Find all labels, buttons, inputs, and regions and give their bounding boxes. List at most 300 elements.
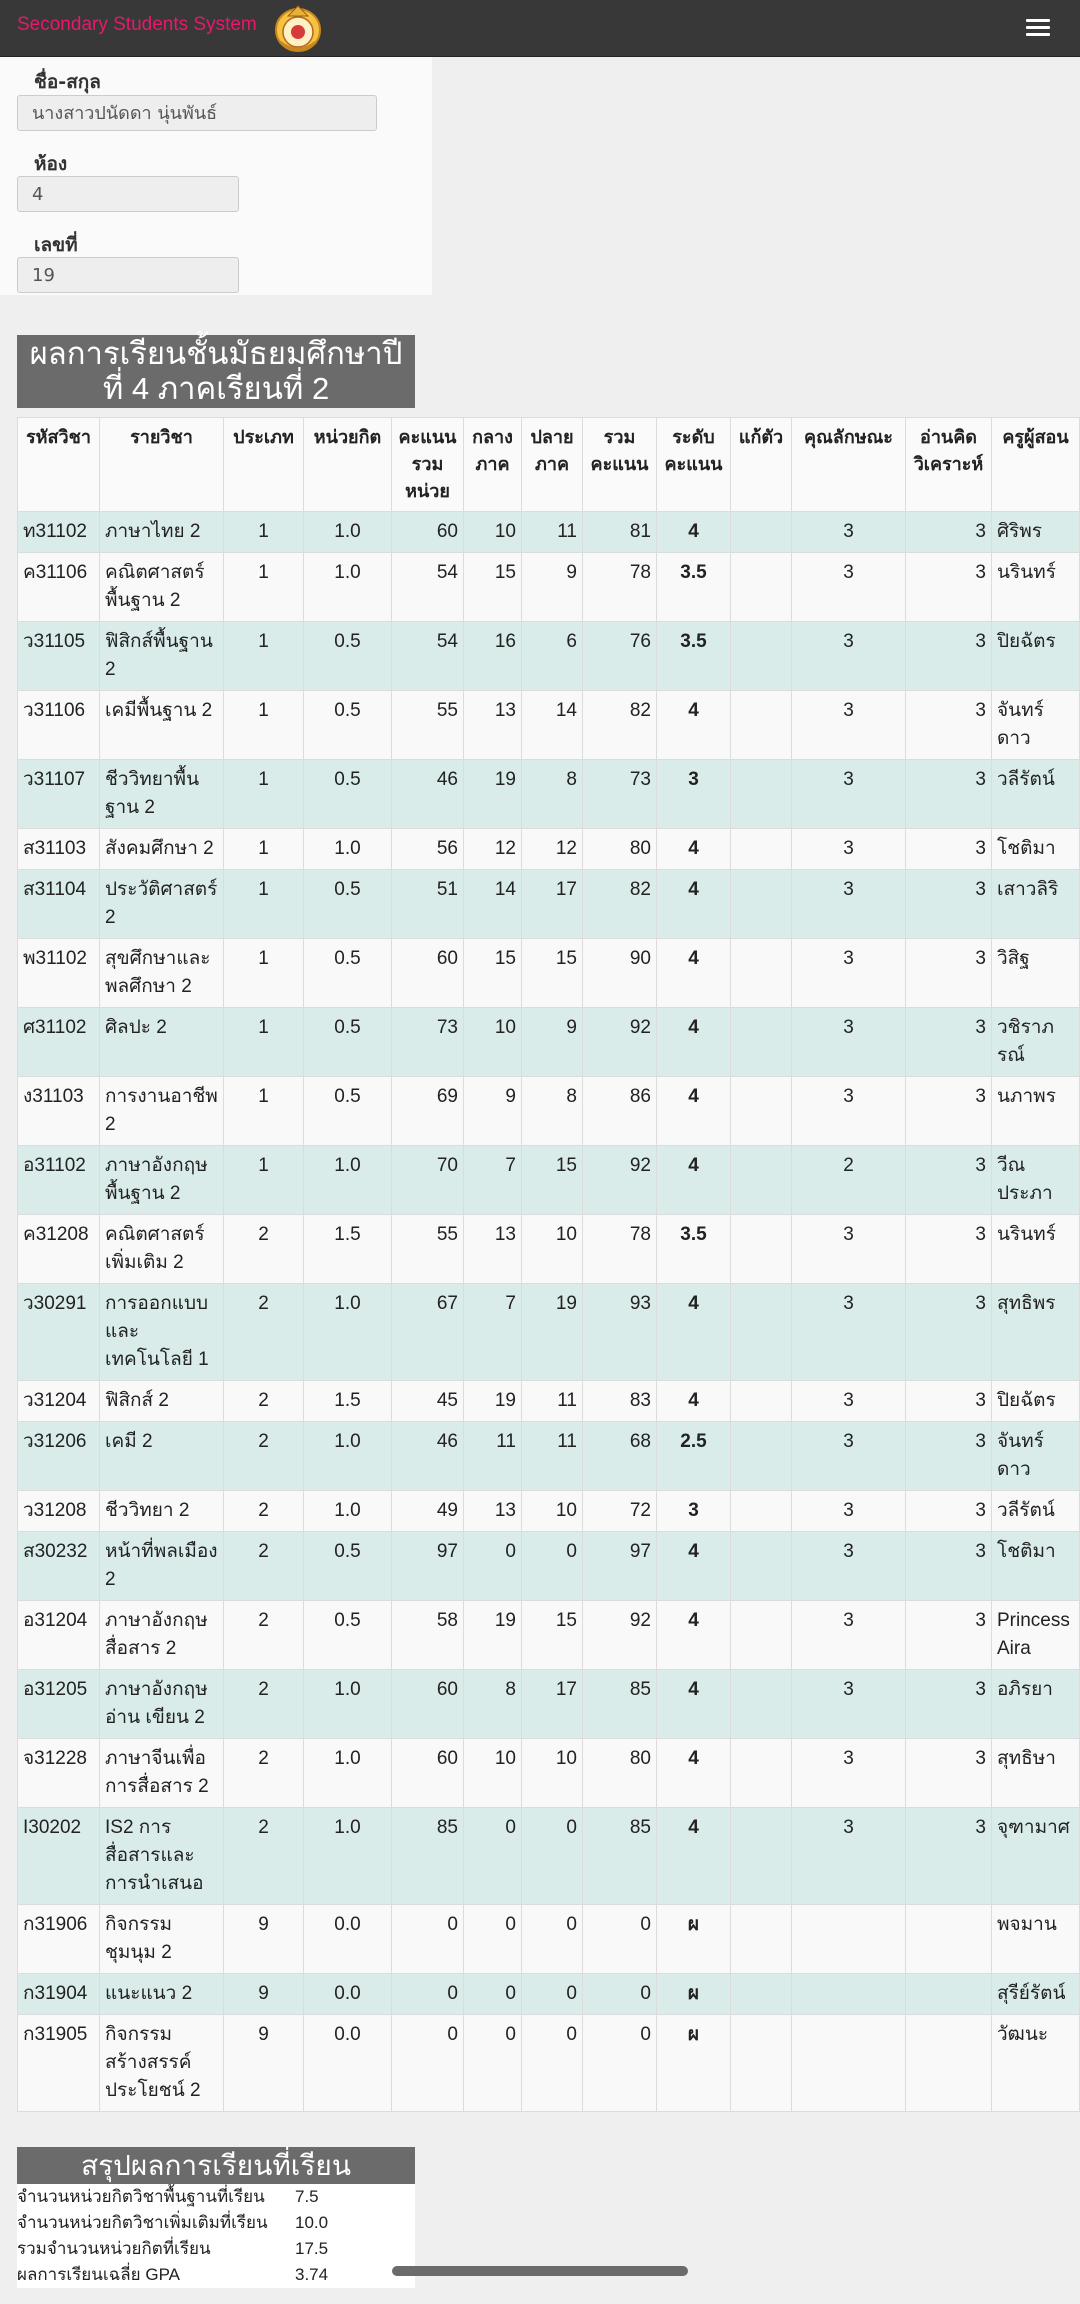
reading-cell: 3 (906, 1739, 992, 1808)
trait-cell: 3 (792, 829, 906, 870)
grade-cell: 4 (657, 1381, 731, 1422)
summary-value: 10.0 (295, 2213, 329, 2232)
summary-value: 3.74 (295, 2265, 329, 2284)
reading-cell: 3 (906, 1601, 992, 1670)
number-label: เลขที่ (34, 234, 78, 256)
type-cell: 2 (224, 1284, 304, 1381)
credit-cell: 1.0 (304, 829, 392, 870)
subject-name-cell: ชีววิทยา 2 (100, 1491, 224, 1532)
total-score-cell: 76 (583, 622, 657, 691)
retake-cell (731, 1905, 792, 1974)
final-cell: 19 (522, 1284, 583, 1381)
subject-code-cell: ก31906 (18, 1905, 100, 1974)
final-cell: 12 (522, 829, 583, 870)
summary-row (17, 2236, 415, 2262)
type-cell: 1 (224, 760, 304, 829)
total-score-cell: 81 (583, 512, 657, 553)
total-score-cell: 97 (583, 1532, 657, 1601)
table-row (18, 1808, 1080, 1905)
midterm-cell: 10 (464, 1739, 522, 1808)
summary-label: จำนวนหน่วยกิตวิชาพื้นฐานที่เรียน (17, 2187, 265, 2206)
reading-cell (906, 1905, 992, 1974)
retake-cell (731, 2015, 792, 2112)
grade-cell: ผ (657, 2015, 731, 2112)
column-header: คะแนนรวมหน่วย (392, 418, 464, 512)
subject-name-cell: ภาษาอังกฤษอ่าน เขียน 2 (100, 1670, 224, 1739)
midterm-cell: 7 (464, 1146, 522, 1215)
reading-cell: 3 (906, 553, 992, 622)
grade-cell: 3.5 (657, 622, 731, 691)
final-cell: 0 (522, 1974, 583, 2015)
final-cell: 8 (522, 1077, 583, 1146)
credit-cell: 0.5 (304, 1532, 392, 1601)
type-cell: 1 (224, 870, 304, 939)
teacher-cell: เสาวลิริ (992, 870, 1080, 939)
results-heading-line2: ที่ 4 ภาคเรียนที่ 2 (102, 371, 330, 406)
subject-name-cell: ฟิสิกส์ 2 (100, 1381, 224, 1422)
retake-cell (731, 1284, 792, 1381)
type-cell: 9 (224, 2015, 304, 2112)
summary-row (17, 2262, 415, 2288)
table-row (18, 870, 1080, 939)
unit-score-cell: 54 (392, 622, 464, 691)
type-cell: 1 (224, 829, 304, 870)
subject-name-cell: สุขศึกษาและพลศึกษา 2 (100, 939, 224, 1008)
teacher-cell: โชติมา (992, 829, 1080, 870)
teacher-cell: นภาพร (992, 1077, 1080, 1146)
total-score-cell: 93 (583, 1284, 657, 1381)
total-score-cell: 73 (583, 760, 657, 829)
teacher-cell: จุฑามาศ (992, 1808, 1080, 1905)
trait-cell: 3 (792, 1808, 906, 1905)
subject-code-cell: ว31105 (18, 622, 100, 691)
final-cell: 15 (522, 939, 583, 1008)
final-cell: 10 (522, 1739, 583, 1808)
room-label: ห้อง (34, 153, 68, 175)
trait-cell: 3 (792, 512, 906, 553)
credit-cell: 1.0 (304, 553, 392, 622)
final-cell: 15 (522, 1601, 583, 1670)
subject-code-cell: ว31206 (18, 1422, 100, 1491)
subject-code-cell: อ31205 (18, 1670, 100, 1739)
grade-cell: 3.5 (657, 1215, 731, 1284)
subject-name-cell: ชีววิทยาพื้นฐาน 2 (100, 760, 224, 829)
retake-cell (731, 512, 792, 553)
reading-cell: 3 (906, 622, 992, 691)
midterm-cell: 10 (464, 512, 522, 553)
subject-name-cell: ประวัติศาสตร์ 2 (100, 870, 224, 939)
subject-name-cell: ภาษาจีนเพื่อการสื่อสาร 2 (100, 1739, 224, 1808)
table-row (18, 2015, 1080, 2112)
unit-score-cell: 73 (392, 1008, 464, 1077)
subject-name-cell: การงานอาชีพ 2 (100, 1077, 224, 1146)
final-cell: 11 (522, 1422, 583, 1491)
teacher-cell: สุรีย์รัตน์ (992, 1974, 1080, 2015)
unit-score-cell: 0 (392, 2015, 464, 2112)
type-cell: 1 (224, 691, 304, 760)
table-row (18, 1532, 1080, 1601)
reading-cell: 3 (906, 1532, 992, 1601)
teacher-cell: วลีรัตน์ (992, 1491, 1080, 1532)
subject-name-cell: แนะแนว 2 (100, 1974, 224, 2015)
trait-cell: 3 (792, 1532, 906, 1601)
unit-score-cell: 0 (392, 1974, 464, 2015)
unit-score-cell: 85 (392, 1808, 464, 1905)
subject-name-cell: คณิตศาสตร์เพิ่มเติม 2 (100, 1215, 224, 1284)
table-row (18, 1491, 1080, 1532)
retake-cell (731, 1670, 792, 1739)
credit-cell: 1.0 (304, 1739, 392, 1808)
reading-cell: 3 (906, 1491, 992, 1532)
table-row (18, 1215, 1080, 1284)
type-cell: 1 (224, 512, 304, 553)
reading-cell: 3 (906, 1284, 992, 1381)
total-score-cell: 72 (583, 1491, 657, 1532)
grade-cell: 3 (657, 1491, 731, 1532)
retake-cell (731, 1146, 792, 1215)
subject-code-cell: พ31102 (18, 939, 100, 1008)
subject-name-cell: เคมีพื้นฐาน 2 (100, 691, 224, 760)
table-row (18, 939, 1080, 1008)
type-cell: 2 (224, 1422, 304, 1491)
summary-value: 7.5 (295, 2187, 319, 2206)
column-header: ประเภท (224, 418, 304, 512)
brand-title[interactable]: Secondary Students System (17, 14, 257, 35)
subject-code-cell: ส31103 (18, 829, 100, 870)
final-cell: 8 (522, 760, 583, 829)
summary-label: ผลการเรียนเฉลี่ย GPA (17, 2265, 181, 2284)
name-label: ชื่อ-สกุล (34, 71, 101, 93)
midterm-cell: 10 (464, 1008, 522, 1077)
type-cell: 1 (224, 622, 304, 691)
reading-cell: 3 (906, 829, 992, 870)
student-number-field[interactable]: 19 (17, 257, 239, 293)
type-cell: 9 (224, 1905, 304, 1974)
type-cell: 1 (224, 1077, 304, 1146)
grade-cell: 4 (657, 939, 731, 1008)
credit-cell: 0.5 (304, 1601, 392, 1670)
teacher-cell: วีณประภา (992, 1146, 1080, 1215)
subject-name-cell: สังคมศึกษา 2 (100, 829, 224, 870)
unit-score-cell: 45 (392, 1381, 464, 1422)
table-row (18, 1670, 1080, 1739)
grade-cell: ผ (657, 1974, 731, 2015)
school-emblem-icon (270, 2, 326, 54)
retake-cell (731, 1532, 792, 1601)
teacher-cell: วัฒนะ (992, 2015, 1080, 2112)
credit-cell: 0.5 (304, 1008, 392, 1077)
column-header: ครูผู้สอน (992, 418, 1080, 512)
trait-cell: 3 (792, 1381, 906, 1422)
midterm-cell: 0 (464, 2015, 522, 2112)
total-score-cell: 80 (583, 829, 657, 870)
subject-name-cell: กิจกรรมชุมนุม 2 (100, 1905, 224, 1974)
room-field[interactable]: 4 (17, 176, 239, 212)
teacher-cell: โชติมา (992, 1532, 1080, 1601)
trait-cell: 3 (792, 870, 906, 939)
reading-cell: 3 (906, 1381, 992, 1422)
midterm-cell: 13 (464, 691, 522, 760)
unit-score-cell: 60 (392, 939, 464, 1008)
final-cell: 0 (522, 1808, 583, 1905)
credit-cell: 0.5 (304, 622, 392, 691)
teacher-cell: จันทร์ดาว (992, 1422, 1080, 1491)
trait-cell: 3 (792, 1739, 906, 1808)
midterm-cell: 13 (464, 1215, 522, 1284)
total-score-cell: 92 (583, 1146, 657, 1215)
unit-score-cell: 60 (392, 1739, 464, 1808)
unit-score-cell: 58 (392, 1601, 464, 1670)
table-row (18, 760, 1080, 829)
table-row (18, 512, 1080, 553)
unit-score-cell: 60 (392, 512, 464, 553)
retake-cell (731, 622, 792, 691)
type-cell: 1 (224, 553, 304, 622)
reading-cell: 3 (906, 1808, 992, 1905)
column-header: หน่วยกิต (304, 418, 392, 512)
subject-code-cell: ว31208 (18, 1491, 100, 1532)
column-header: รวมคะแนน (583, 418, 657, 512)
midterm-cell: 15 (464, 939, 522, 1008)
subject-code-cell: ศ31102 (18, 1008, 100, 1077)
grade-cell: ผ (657, 1905, 731, 1974)
final-cell: 0 (522, 1905, 583, 1974)
credit-cell: 1.5 (304, 1215, 392, 1284)
unit-score-cell: 46 (392, 1422, 464, 1491)
total-score-cell: 78 (583, 553, 657, 622)
grade-cell: 4 (657, 1808, 731, 1905)
column-header: ปลายภาค (522, 418, 583, 512)
unit-score-cell: 97 (392, 1532, 464, 1601)
retake-cell (731, 870, 792, 939)
reading-cell: 3 (906, 1077, 992, 1146)
column-header: กลางภาค (464, 418, 522, 512)
midterm-cell: 9 (464, 1077, 522, 1146)
teacher-cell: วลีรัตน์ (992, 760, 1080, 829)
credit-cell: 0.0 (304, 1974, 392, 2015)
type-cell: 2 (224, 1670, 304, 1739)
trait-cell: 3 (792, 553, 906, 622)
reading-cell (906, 1974, 992, 2015)
total-score-cell: 80 (583, 1739, 657, 1808)
home-indicator[interactable] (392, 2266, 688, 2276)
column-header: ระดับคะแนน (657, 418, 731, 512)
total-score-cell: 78 (583, 1215, 657, 1284)
subject-code-cell: ส30232 (18, 1532, 100, 1601)
subject-code-cell: ก31905 (18, 2015, 100, 2112)
summary-label: จำนวนหน่วยกิตวิชาเพิ่มเติมที่เรียน (17, 2213, 268, 2232)
reading-cell: 3 (906, 1008, 992, 1077)
retake-cell (731, 691, 792, 760)
unit-score-cell: 56 (392, 829, 464, 870)
subject-name-cell: ภาษาอังกฤษพื้นฐาน 2 (100, 1146, 224, 1215)
teacher-cell: อภิรยา (992, 1670, 1080, 1739)
trait-cell: 3 (792, 1601, 906, 1670)
reading-cell: 3 (906, 1670, 992, 1739)
teacher-cell: Princess Aira (992, 1601, 1080, 1670)
subject-name-cell: คณิตศาสตร์พื้นฐาน 2 (100, 553, 224, 622)
teacher-cell: ปิยฉัตร (992, 1381, 1080, 1422)
grades-table (17, 417, 1080, 2112)
teacher-cell: ปิยฉัตร (992, 622, 1080, 691)
type-cell: 1 (224, 939, 304, 1008)
total-score-cell: 92 (583, 1008, 657, 1077)
subject-name-cell: ภาษาไทย 2 (100, 512, 224, 553)
midterm-cell: 13 (464, 1491, 522, 1532)
column-header: รหัสวิชา (18, 418, 100, 512)
trait-cell (792, 1905, 906, 1974)
midterm-cell: 8 (464, 1670, 522, 1739)
teacher-cell: สุทธิษา (992, 1739, 1080, 1808)
column-header: แก้ตัว (731, 418, 792, 512)
summary-row (17, 2184, 415, 2210)
credit-cell: 1.5 (304, 1381, 392, 1422)
final-cell: 0 (522, 2015, 583, 2112)
trait-cell: 3 (792, 760, 906, 829)
total-score-cell: 82 (583, 691, 657, 760)
final-cell: 10 (522, 1491, 583, 1532)
trait-cell: 3 (792, 1215, 906, 1284)
midterm-cell: 0 (464, 1905, 522, 1974)
trait-cell (792, 1974, 906, 2015)
retake-cell (731, 1739, 792, 1808)
type-cell: 2 (224, 1532, 304, 1601)
midterm-cell: 7 (464, 1284, 522, 1381)
midterm-cell: 0 (464, 1974, 522, 2015)
reading-cell: 3 (906, 1146, 992, 1215)
final-cell: 17 (522, 1670, 583, 1739)
teacher-cell: พจมาน (992, 1905, 1080, 1974)
midterm-cell: 14 (464, 870, 522, 939)
midterm-cell: 11 (464, 1422, 522, 1491)
subject-code-cell: อ31204 (18, 1601, 100, 1670)
table-row (18, 1601, 1080, 1670)
trait-cell: 3 (792, 1422, 906, 1491)
unit-score-cell: 67 (392, 1284, 464, 1381)
reading-cell: 3 (906, 1215, 992, 1284)
grade-cell: 4 (657, 1670, 731, 1739)
midterm-cell: 12 (464, 829, 522, 870)
table-row (18, 1974, 1080, 2015)
retake-cell (731, 1008, 792, 1077)
final-cell: 10 (522, 1215, 583, 1284)
teacher-cell: วชิราภรณ์ (992, 1008, 1080, 1077)
unit-score-cell: 60 (392, 1670, 464, 1739)
subject-code-cell: ค31208 (18, 1215, 100, 1284)
table-row (18, 829, 1080, 870)
trait-cell: 3 (792, 691, 906, 760)
trait-cell: 3 (792, 1491, 906, 1532)
retake-cell (731, 1491, 792, 1532)
midterm-cell: 16 (464, 622, 522, 691)
retake-cell (731, 760, 792, 829)
subject-code-cell: ง31103 (18, 1077, 100, 1146)
hamburger-menu-icon[interactable] (1010, 14, 1056, 44)
grade-cell: 2.5 (657, 1422, 731, 1491)
credit-cell: 0.5 (304, 1077, 392, 1146)
final-cell: 0 (522, 1532, 583, 1601)
results-heading (17, 335, 415, 408)
total-score-cell: 92 (583, 1601, 657, 1670)
retake-cell (731, 829, 792, 870)
total-score-cell: 85 (583, 1808, 657, 1905)
midterm-cell: 19 (464, 1601, 522, 1670)
credit-cell: 0.5 (304, 691, 392, 760)
unit-score-cell: 0 (392, 1905, 464, 1974)
summary-row (17, 2210, 415, 2236)
grade-cell: 3.5 (657, 553, 731, 622)
type-cell: 9 (224, 1974, 304, 2015)
subject-code-cell: ว31106 (18, 691, 100, 760)
credit-cell: 1.0 (304, 1670, 392, 1739)
table-row (18, 622, 1080, 691)
reading-cell: 3 (906, 939, 992, 1008)
summary-heading: สรุปผลการเรียนที่เรียน (17, 2147, 415, 2184)
retake-cell (731, 1215, 792, 1284)
credit-cell: 0.0 (304, 2015, 392, 2112)
retake-cell (731, 1077, 792, 1146)
total-score-cell: 0 (583, 2015, 657, 2112)
credit-cell: 1.0 (304, 1284, 392, 1381)
final-cell: 9 (522, 553, 583, 622)
credit-cell: 1.0 (304, 1146, 392, 1215)
teacher-cell: ศิริพร (992, 512, 1080, 553)
subject-code-cell: อ31102 (18, 1146, 100, 1215)
table-row (18, 1146, 1080, 1215)
total-score-cell: 86 (583, 1077, 657, 1146)
table-row (18, 1422, 1080, 1491)
column-header: อ่านคิดวิเคราะห์ (906, 418, 992, 512)
credit-cell: 1.0 (304, 1422, 392, 1491)
grade-cell: 4 (657, 1146, 731, 1215)
teacher-cell: จันทร์ดาว (992, 691, 1080, 760)
type-cell: 2 (224, 1215, 304, 1284)
table-row (18, 1008, 1080, 1077)
subject-name-cell: กิจกรรมสร้างสรรค์ประโยชน์ 2 (100, 2015, 224, 2112)
summary-label: รวมจำนวนหน่วยกิตที่เรียน (17, 2239, 211, 2258)
trait-cell: 3 (792, 1008, 906, 1077)
credit-cell: 1.0 (304, 1491, 392, 1532)
credit-cell: 0.5 (304, 939, 392, 1008)
subject-code-cell: I30202 (18, 1808, 100, 1905)
retake-cell (731, 1601, 792, 1670)
reading-cell: 3 (906, 760, 992, 829)
reading-cell (906, 2015, 992, 2112)
table-header-row (18, 418, 1080, 512)
name-field[interactable]: นางสาวปนัดดา นุ่นพันธ์ (17, 95, 377, 131)
table-row (18, 1739, 1080, 1808)
retake-cell (731, 1974, 792, 2015)
unit-score-cell: 55 (392, 691, 464, 760)
reading-cell: 3 (906, 870, 992, 939)
retake-cell (731, 1381, 792, 1422)
subject-name-cell: หน้าที่พลเมือง 2 (100, 1532, 224, 1601)
top-navbar (0, 0, 1080, 57)
type-cell: 2 (224, 1739, 304, 1808)
credit-cell: 0.5 (304, 870, 392, 939)
table-row (18, 1077, 1080, 1146)
total-score-cell: 85 (583, 1670, 657, 1739)
trait-cell: 3 (792, 939, 906, 1008)
trait-cell: 2 (792, 1146, 906, 1215)
trait-cell: 3 (792, 622, 906, 691)
trait-cell: 3 (792, 1670, 906, 1739)
retake-cell (731, 553, 792, 622)
total-score-cell: 90 (583, 939, 657, 1008)
results-heading-line1: ผลการเรียนชั้นมัธยมศึกษาปี (29, 336, 403, 371)
table-row (18, 553, 1080, 622)
final-cell: 9 (522, 1008, 583, 1077)
